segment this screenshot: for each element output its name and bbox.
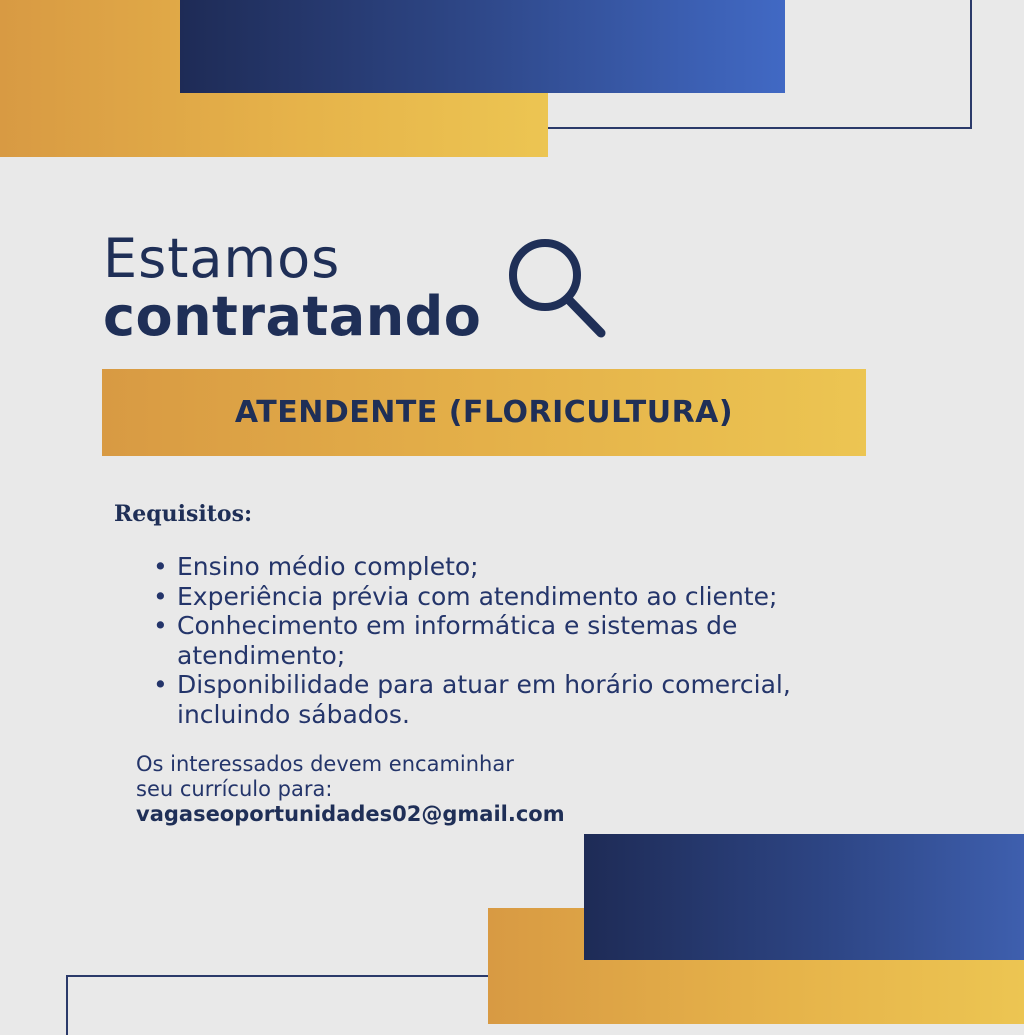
contact-email[interactable]: vagaseoportunidades02@gmail.com (136, 802, 565, 826)
list-item (150, 582, 880, 612)
contact-line-1: Os interessados devem encaminhar (136, 752, 514, 776)
contact-instructions (136, 752, 514, 802)
requirement-text: Ensino médio completo; (177, 552, 479, 581)
list-item (150, 552, 880, 582)
requirement-text: Disponibilidade para atuar em horário comercial, incluindo sábados. (177, 670, 791, 729)
requirements-list (150, 552, 880, 729)
outline-frame-bottom (66, 975, 536, 1035)
job-title: ATENDENTE (FLORICULTURA) (234, 395, 734, 430)
requirement-text: Experiência prévia com atendimento ao cliente; (177, 581, 778, 611)
requirement-text: Conhecimento em informática e sistemas de atendimento; (177, 611, 738, 670)
bullet-icon: • (153, 552, 168, 581)
list-item (150, 611, 880, 670)
bullet-icon: • (153, 611, 168, 640)
requirements-title: Requisitos: (114, 501, 253, 527)
bullet-icon: • (153, 670, 168, 699)
heading-line-1: Estamos (103, 227, 341, 290)
outline-frame-top (548, 0, 972, 129)
bullet-icon: • (153, 581, 168, 611)
blue-banner-bottom (584, 834, 1024, 960)
search-icon (505, 237, 609, 341)
job-title-banner (102, 369, 866, 456)
contact-line-2: seu currículo para: (136, 777, 333, 801)
list-item (150, 670, 880, 729)
heading-line-2: contratando (103, 285, 482, 348)
